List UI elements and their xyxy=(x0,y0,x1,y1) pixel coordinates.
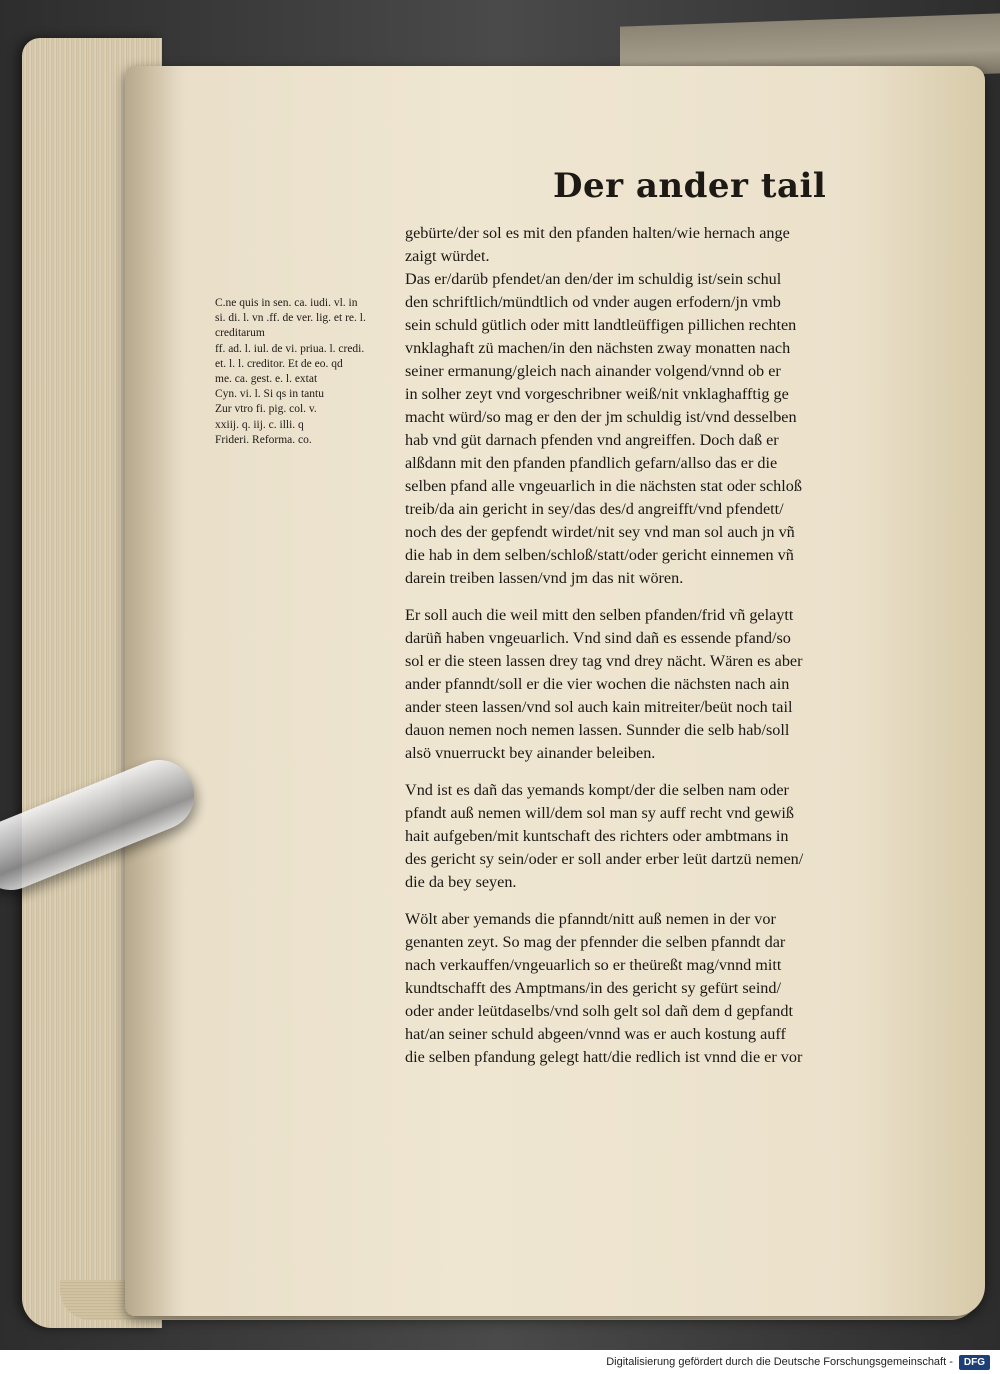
marginal-notes xyxy=(215,296,383,448)
paragraph xyxy=(405,222,940,590)
text-line: Er soll auch die weil mitt den selben pfanden/frid vñ gelaytt xyxy=(405,606,794,624)
text-line: sein schuld gütlich oder mitt landtleüffigen pillichen rechten xyxy=(405,316,797,334)
text-line: zaigt würdet. xyxy=(405,247,490,265)
text-line: des gericht sy sein/oder er soll ander erber leüt dartzü nemen/ xyxy=(405,850,804,868)
marginal-note-line: Cyn. vi. l. Si qs in tantu xyxy=(215,388,324,401)
text-line: alsö vnuerruckt bey ainander beleiben. xyxy=(405,744,656,762)
gutter-shadow xyxy=(125,66,185,1316)
text-line: alßdann mit den pfanden pfandlich gefarn/allso das er die xyxy=(405,454,778,472)
main-text xyxy=(405,222,940,1083)
book-page xyxy=(125,66,985,1316)
paragraph xyxy=(405,908,940,1069)
text-line: dauon nemen noch nemen lassen. Sunnder die selb hab/soll xyxy=(405,721,790,739)
text-line: selben pfand alle vngeuarlich in die nächsten stat oder schloß xyxy=(405,477,802,495)
paragraph xyxy=(405,779,940,894)
text-line: ander pfanndt/soll er die vier wochen die nächsten nach ain xyxy=(405,675,790,693)
text-line: darüñ haben vngeuarlich. Vnd sind dañ es essende pfand/so xyxy=(405,629,791,647)
footer-bar xyxy=(0,1350,1000,1374)
marginal-note-line: Zur vtro fi. pig. col. v. xyxy=(215,403,317,416)
text-line: pfandt auß nemen will/dem sol man sy auff recht vnd gewiß xyxy=(405,804,795,822)
text-line: noch des der gepfendt wirdet/nit sey vnd man sol auch jn vñ xyxy=(405,523,795,541)
text-line: Das er/darüb pfendet/an den/der im schuldig ist/sein schul xyxy=(405,270,782,288)
text-line: hab vnd güt darnach pfenden vnd angreiffen. Doch daß er xyxy=(405,431,779,449)
text-line: Vnd ist es dañ das yemands kompt/der die selben nam oder xyxy=(405,781,789,799)
running-heading: Der ander tail xyxy=(553,166,827,206)
text-line: oder ander leütdaselbs/vnd solh gelt sol dañ dem d gepfandt xyxy=(405,1002,793,1020)
text-line: gebürte/der sol es mit den pfanden halten/wie hernach ange xyxy=(405,224,790,242)
marginal-note-line: Frideri. Reforma. co. xyxy=(215,433,312,446)
text-line: seiner ermanung/gleich nach ainander volgend/vnnd ob er xyxy=(405,362,781,380)
text-line: vnklaghaft zü machen/in den nächsten zway monatten nach xyxy=(405,339,791,357)
text-line: Wölt aber yemands die pfanndt/nitt auß nemen in der vor xyxy=(405,910,776,928)
marginal-note-line: creditarum xyxy=(215,327,265,340)
text-line: treib/da ain gericht in sey/das des/d angreifft/vnd pfendett/ xyxy=(405,500,784,518)
text-line: die hab in dem selben/schloß/statt/oder gericht einnemen vñ xyxy=(405,546,794,564)
dfg-logo-icon: DFG xyxy=(959,1355,990,1370)
text-line: die selben pfandung gelegt hatt/die redlich ist vnnd die er vor xyxy=(405,1048,803,1066)
text-line: den schriftlich/mündtlich od vnder augen erfodern/jn vmb xyxy=(405,293,781,311)
text-line: die da bey seyen. xyxy=(405,873,517,891)
marginal-note-line: xxiij. q. iij. c. illi. q xyxy=(215,418,304,431)
text-line: genanten zeyt. So mag der pfennder die selben pfanndt dar xyxy=(405,933,786,951)
text-line: sol er die steen lassen drey tag vnd drey nächt. Wären es aber xyxy=(405,652,803,670)
marginal-note-line: C.ne quis in sen. ca. iudi. vl. in xyxy=(215,297,358,309)
text-line: hat/an seiner schuld abgeen/vnnd was er auch kostung auff xyxy=(405,1025,786,1043)
marginal-note-line: me. ca. gest. e. l. extat xyxy=(215,373,318,386)
marginal-note-line: ff. ad. l. iul. de vi. priua. l. credi. xyxy=(215,342,365,355)
footer-credit: Digitalisierung gefördert durch die Deutsche Forschungsgemeinschaft - xyxy=(606,1356,953,1368)
text-line: darein treiben lassen/vnd jm das nit wören. xyxy=(405,569,684,587)
text-line: kundtschafft des Amptmans/in des gericht sy gefürt seind/ xyxy=(405,979,781,997)
text-line: macht würd/so mag er den der jm schuldig ist/vnd desselben xyxy=(405,408,797,426)
text-line: in solher zeyt vnd vorgeschribner weiß/nit vnklaghafftig ge xyxy=(405,385,789,403)
text-line: nach verkauffen/vngeuarlich so er theüreßt mag/vnnd mitt xyxy=(405,956,782,974)
marginal-note-line: si. di. l. vn .ff. de ver. lig. et re. l. xyxy=(215,312,366,325)
text-line: ander steen lassen/vnd sol auch kain mitreiter/beüt noch tail xyxy=(405,698,793,716)
text-line: hait aufgeben/mit kuntschaft des richters oder ambtmans in xyxy=(405,827,789,845)
marginal-note-line: et. l. l. creditor. Et de eo. qd xyxy=(215,357,343,370)
paragraph xyxy=(405,604,940,765)
